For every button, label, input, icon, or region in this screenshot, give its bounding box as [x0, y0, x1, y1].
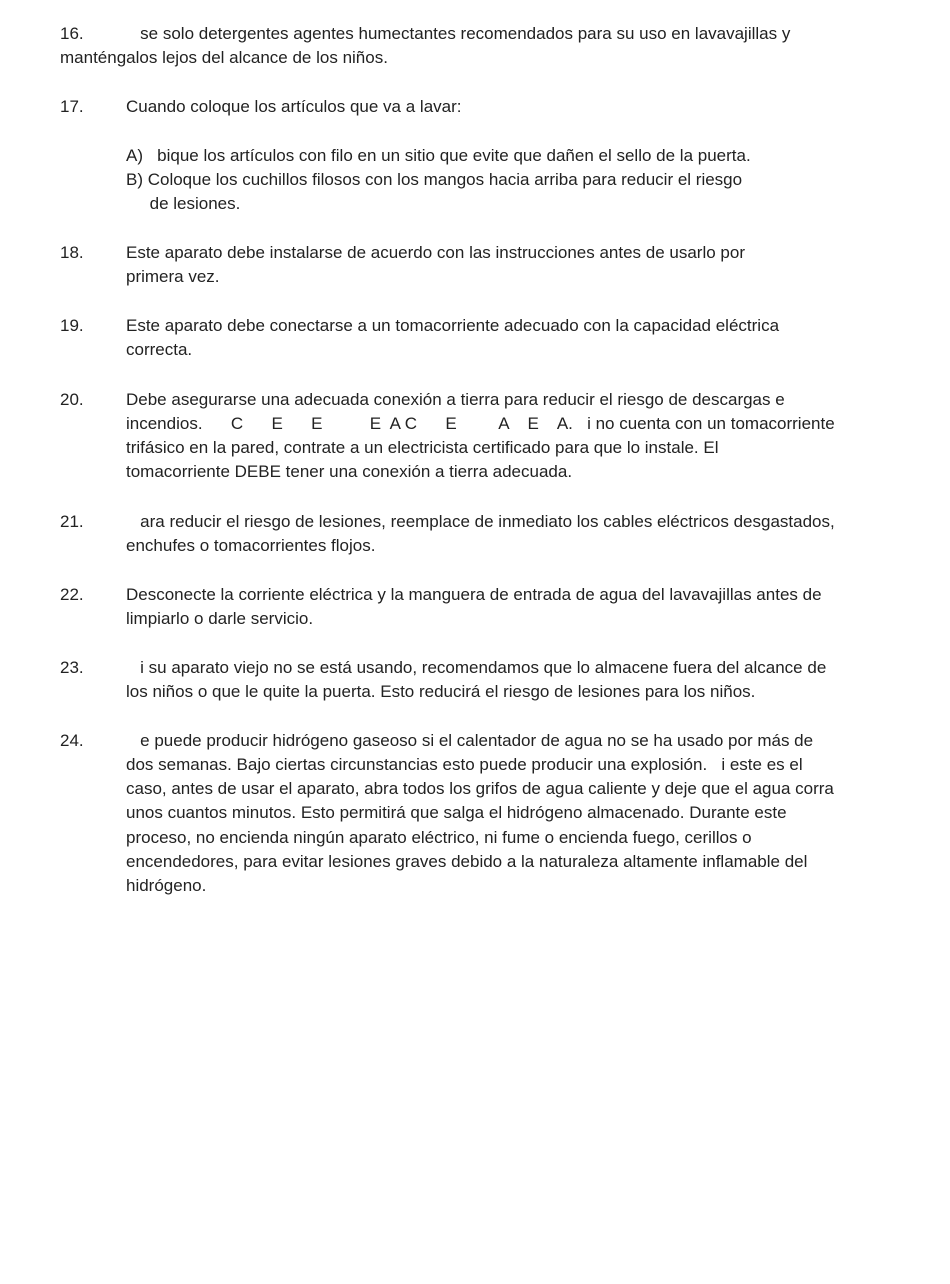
item-text-line: incendios. C E E E A C E A E A. i no cuenta con un tomacorriente	[126, 414, 835, 433]
subitem-line: B) Coloque los cuchillos filosos con los mangos hacia arriba para reducir el riesgo	[126, 170, 743, 189]
item-text-line: Este aparato debe instalarse de acuerdo con las instrucciones antes de usarlo por	[126, 243, 745, 262]
item-text-line: enchufes o tomacorrientes flojos.	[126, 536, 376, 555]
item-number: 23.	[60, 658, 84, 677]
item-text-line: dos semanas. Bajo ciertas circunstancias esto puede producir una explosión. i este es el	[126, 755, 803, 774]
item-text-line: i su aparato viejo no se está usando, recomendamos que lo almacene fuera del alcance de	[126, 658, 827, 677]
item-number: 21.	[60, 512, 84, 531]
item-text-line: manténgalos lejos del alcance de los niños.	[60, 48, 388, 67]
item-text-line: tomacorriente DEBE tener una conexión a tierra adecuada.	[126, 462, 573, 481]
item-text-line: caso, antes de usar el aparato, abra todos los grifos de agua caliente y deje que el agua corra	[126, 779, 834, 798]
item-text-line: hidrógeno.	[126, 876, 207, 895]
item-text-line: Debe asegurarse una adecuada conexión a tierra para reducir el riesgo de descargas e	[126, 390, 785, 409]
item-text-line: unos cuantos minutos. Esto permitirá que salga el hidrógeno almacenado. Durante este	[126, 803, 787, 822]
item-text-line: correcta.	[126, 340, 193, 359]
item-number: 16.	[60, 24, 84, 43]
item-text-line: limpiarlo o darle servicio.	[126, 609, 314, 628]
item-number: 20.	[60, 390, 84, 409]
item-number: 19.	[60, 316, 84, 335]
item-number: 22.	[60, 585, 84, 604]
item-text-line: trifásico en la pared, contrate a un electricista certificado para que lo instale. El	[126, 438, 719, 457]
item-text-line: e puede producir hidrógeno gaseoso si el calentador de agua no se ha usado por más de	[126, 731, 814, 750]
subitem-line: A) bique los artículos con filo en un sitio que evite que dañen el sello de la puerta.	[126, 146, 751, 165]
item-text-line: primera vez.	[126, 267, 220, 286]
item-number: 17.	[60, 97, 84, 116]
item-number: 18.	[60, 243, 84, 262]
item-text-line: ara reducir el riesgo de lesiones, reemplace de inmediato los cables eléctricos desgastados,	[126, 512, 835, 531]
item-text-line: Desconecte la corriente eléctrica y la manguera de entrada de agua del lavavajillas antes de	[126, 585, 822, 604]
item-text-line: se solo detergentes agentes humectantes recomendados para su uso en lavavajillas y	[126, 24, 791, 43]
item-text-line: los niños o que le quite la puerta. Esto reducirá el riesgo de lesiones para los niños.	[126, 682, 756, 701]
item-text-line: proceso, no encienda ningún aparato eléctrico, ni fume o encienda fuego, cerillos o	[126, 828, 752, 847]
subitem-line: de lesiones.	[126, 194, 241, 213]
item-text-line: encendedores, para evitar lesiones graves debido a la naturaleza altamente inflamable del	[126, 852, 808, 871]
item-text-line: Cuando coloque los artículos que va a lavar:	[126, 97, 462, 116]
item-text-line: Este aparato debe conectarse a un tomacorriente adecuado con la capacidad eléctrica	[126, 316, 780, 335]
item-number: 24.	[60, 731, 84, 750]
